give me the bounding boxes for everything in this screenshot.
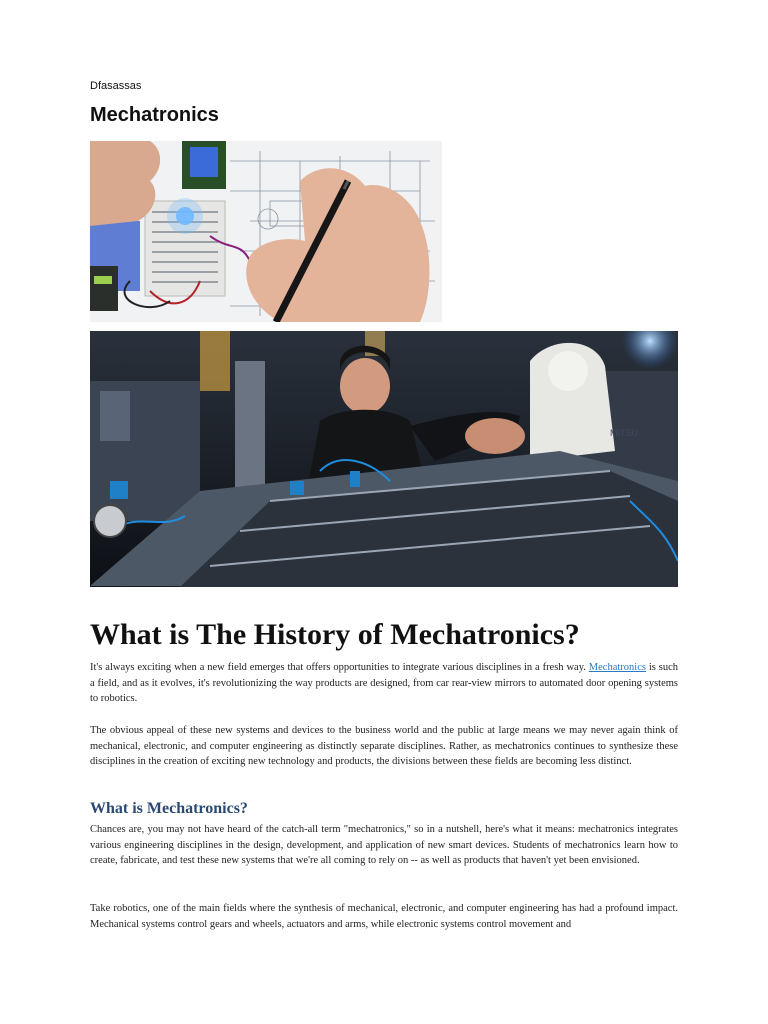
automation-line-graphic: [90, 331, 678, 587]
breadboard-schematic-graphic: [90, 141, 442, 322]
document-label: Dfasassas: [90, 80, 142, 92]
engineer-automation-line-photo: [90, 331, 678, 587]
article-heading: What is The History of Mechatronics?: [90, 618, 580, 651]
paragraph-1-text-end: is such a field, and as it evolves, it's revolutionizing the way products are designed, from car rear-view mirrors to automated door opening systems to robotics.: [90, 662, 678, 704]
breadboard-schematic-photo: [90, 141, 442, 322]
article-subheading: What is Mechatronics?: [90, 800, 248, 817]
paragraph-2: The obvious appeal of these new systems and devices to the business world and the public at large means we may never again think of mechanical, electronic, and computer engineering as distinctly separate disciplines. Rather, as mechatronics continues to synthesize these disciplines in the creation of exciting new technology and products, the divisions between these fields are becoming less distinct.: [90, 725, 678, 767]
paragraph-1: [90, 660, 678, 707]
paragraph-4: Take robotics, one of the main fields where the synthesis of mechanical, electronic, and computer engineering has had a profound impact. Mechanical systems control gears and wheels, actuators and arms, while electronic systems control movement and: [90, 903, 678, 930]
paragraph-1-text-start: It's always exciting when a new field emerges that offers opportunities to integrate various disciplines in a fresh way.: [90, 662, 589, 673]
mechatronics-link[interactable]: Mechatronics: [588, 662, 646, 673]
document-title: Mechatronics: [90, 104, 219, 126]
robot-brand-text: MITSU: [610, 428, 638, 438]
paragraph-3: Chances are, you may not have heard of the catch-all term "mechatronics," so in a nutshell, here's what it means: mechatronics integrates various engineering disciplines in the design, development, and application of new smart devices. Students of mechatronics learn how to create, fabricate, and test these new systems that we're all coming to rely on -- as well as products that haven't yet been envisioned.: [90, 824, 678, 866]
